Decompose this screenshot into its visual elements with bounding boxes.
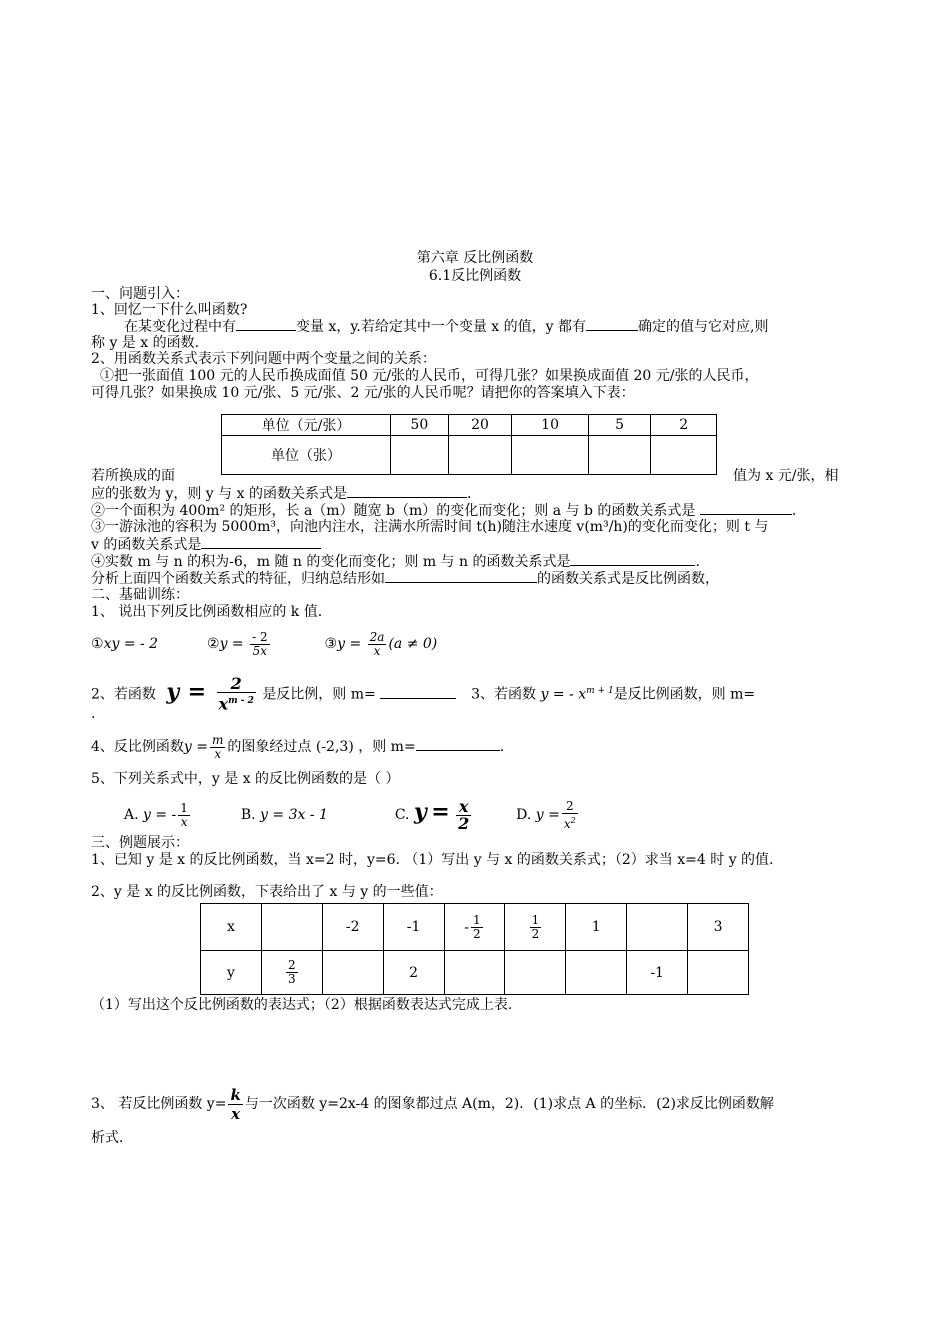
item3-cond: (a ≠ 0): [388, 636, 438, 652]
table2-x-label: x: [201, 904, 262, 951]
item1-marker: ①: [91, 636, 104, 652]
half-fraction: [530, 914, 542, 941]
option-d-fraction: [562, 800, 578, 831]
neg-half-fraction: [471, 914, 483, 941]
option-d-den: x: [563, 816, 571, 831]
q3-fraction: [228, 1086, 242, 1123]
q1-blank-2[interactable]: [586, 318, 638, 331]
table1-val-2: 2: [651, 415, 717, 436]
part2-heading: 二、基础训练：: [91, 587, 189, 603]
option-d-exp: 2: [570, 815, 576, 825]
q2-text-b: 是反比例，则 m=: [262, 686, 376, 703]
q3-exp: m + 1: [586, 686, 614, 696]
table2-x-cell: 1: [566, 904, 627, 951]
q2-exp: m - 2: [228, 696, 254, 707]
table2-x-neg-half: [444, 904, 505, 951]
q3-text-b: 是反比例函数，则 m=: [613, 686, 756, 703]
currency-table: [221, 414, 717, 475]
neg-half-num: 1: [473, 912, 481, 927]
item2-num: - 2: [252, 629, 268, 644]
q2-2-blank[interactable]: [700, 502, 792, 515]
y-two-thirds-fraction: [286, 959, 298, 986]
part1-summary-line: [91, 570, 719, 588]
part3-heading: 三、例题展示：: [91, 835, 189, 851]
q3-den: x: [231, 1104, 241, 1123]
q1-text-a: 在某变化过程中有: [124, 319, 236, 335]
half-num: 1: [531, 912, 540, 927]
y-frac-den: 3: [288, 972, 296, 986]
q2-blank[interactable]: [380, 686, 456, 699]
part1-q2-3a: ③一游泳池的容积为 5000m³，向池内注水，注满水所需时间 t(h)随注水速度 v(m³/h)的变化而变化；则 t 与: [91, 519, 769, 535]
table1-header-label: 单位（元/张）: [222, 415, 391, 436]
table2-x-cell[interactable]: [627, 904, 688, 951]
q3-num: k: [230, 1085, 241, 1104]
item2-fraction: [250, 631, 270, 658]
option-d-expr: y =: [535, 807, 560, 823]
y-frac-num: 2: [288, 958, 296, 972]
q2-num: 2: [217, 676, 256, 693]
table2-y-cell[interactable]: [688, 951, 749, 995]
part2-q1: 1、 说出下列反比例函数相应的 k 值.: [91, 604, 323, 620]
part3-q2-note: （1）写出这个反比例函数的表达式；（2）根据函数表达式完成上表.: [91, 997, 513, 1013]
q4-num: m: [212, 732, 224, 747]
item2-marker: ②: [207, 636, 220, 652]
summary-text-a: 分析上面四个函数关系式的特征，归纳总结形如: [91, 571, 385, 587]
section-title: 6.1反比例函数: [428, 268, 522, 284]
neg-sign: -: [464, 919, 470, 935]
table2-x-cell: -1: [383, 904, 444, 951]
part1-heading: 一、问题引入：: [91, 286, 189, 302]
table2-x-cell: 3: [688, 904, 749, 951]
item3-num: 2a: [369, 629, 385, 644]
half-den: 2: [531, 926, 540, 941]
item3-marker: ③: [324, 636, 338, 652]
table2-y-frac: [261, 951, 322, 995]
table2-y-label: y: [201, 951, 262, 995]
part1-q2-3b-line: [91, 536, 321, 554]
table2-x-cell[interactable]: [261, 904, 322, 951]
option-d-label: D.: [516, 807, 532, 823]
table1-val-20: 20: [448, 415, 512, 436]
part2-q1-items: [91, 626, 437, 662]
neg-half-den: 2: [473, 926, 481, 941]
q1-blank-1[interactable]: [236, 318, 296, 331]
option-c-den: 2: [458, 813, 470, 833]
q2-3b-text: v 的函数关系式是: [91, 537, 202, 553]
table1-val-50: 50: [390, 415, 448, 436]
table1-cell[interactable]: [651, 436, 717, 475]
table1-cell[interactable]: [448, 436, 512, 475]
part1-q2: 2、用函数关系式表示下列问题中两个变量之间的关系：: [91, 351, 436, 367]
part2-q5-options: [124, 792, 580, 832]
part3-q3-end: 析式．: [91, 1130, 133, 1146]
q2-4-blank[interactable]: [570, 553, 695, 566]
part1-q2-1d-line: 应的张数为 y，则 y 与 x 的函数关系式是 .: [91, 486, 472, 502]
q2-eq: =: [187, 678, 207, 705]
table1-row2-label: 单位（张）: [222, 436, 391, 475]
option-c-fraction: [456, 796, 471, 833]
table2-y-cell[interactable]: [566, 951, 627, 995]
part1-q2-1b: 可得几张？如果换成 10 元/张、5 元/张、2 元/张的人民币呢？请把你的答案填入下表：: [91, 385, 635, 401]
option-a-den: x: [180, 814, 188, 829]
part3-q2: 2、y 是 x 的反比例函数，下表给出了 x 与 y 的一些值：: [91, 884, 443, 900]
item1-expr: xy = - 2: [103, 636, 159, 652]
q3-trailing-dot: .: [91, 706, 96, 722]
option-c-label: C.: [394, 807, 410, 823]
part1-q2-1c-left: 若所换成的面: [91, 468, 175, 484]
item2-den: 5x: [252, 643, 268, 658]
q2-1d-text: 应的张数为 y，则 y 与 x 的函数关系式是: [91, 486, 347, 502]
q3-text-a: 3、 若反比例函数 y=: [91, 1096, 227, 1112]
summary-blank[interactable]: [385, 570, 537, 583]
q2-3-blank[interactable]: [201, 536, 321, 549]
q4-text-b: 的图象经过点 (-2,3) ，则 m=: [227, 739, 416, 755]
option-a-num: 1: [180, 800, 188, 815]
table1-val-10: 10: [512, 415, 589, 436]
table1-val-5: 5: [588, 415, 651, 436]
part2-q5: 5、下列关系式中，y 是 x 的反比例函数的是（ ）: [91, 771, 400, 787]
part2-q2-q3-line: [91, 674, 756, 714]
table2-y-cell: -1: [627, 951, 688, 995]
part1-q2-2-line: ②一个面积为 400m² 的矩形，长 a（m）随宽 b（m）的变化而变化；则 a 与 b 的函数关系式是 .: [91, 503, 797, 519]
q3-expr: y = - x: [540, 686, 587, 703]
q3-text-b: 与一次函数 y=2x-4 的图象都过点 A(m，2)．(1)求点 A 的坐标．(2)求反比例函数解: [244, 1096, 774, 1112]
item3-expr: y =: [337, 636, 362, 652]
table1-cell[interactable]: [588, 436, 651, 475]
option-a-fraction: [178, 802, 190, 829]
option-b-expr: y = 3x - 1: [260, 807, 328, 823]
summary-text-b: 的函数关系式是反比例函数，: [537, 571, 719, 587]
q4-blank[interactable]: [416, 738, 500, 751]
q2-1-blank[interactable]: [347, 485, 467, 498]
q2-text-a: 2、若函数: [91, 686, 156, 703]
part1-q2-1c-right: 值为 x 元/张，相: [733, 468, 839, 484]
q2-4-text: ④实数 m 与 n 的积为-6，m 随 n 的变化而变化；则 m 与 n 的函数关系式是: [91, 554, 571, 570]
table2-y-cell[interactable]: [444, 951, 505, 995]
option-c-num: x: [456, 799, 471, 816]
part1-q1: 1、回忆一下什么叫函数?: [91, 302, 248, 318]
q2-2-text: ②一个面积为 400m² 的矩形，长 a（m）随宽 b（m）的变化而变化；则 a 与 b 的函数关系式是: [91, 503, 696, 519]
q1-text-b: 变量 x，y.若给定其中一个变量 x 的值，y 都有: [296, 319, 586, 335]
q1-text-c: 确定的值与它对应,则: [638, 319, 769, 335]
part2-q4-line: 4、反比例函数y = $\frac{m}{x}$ 的图象经过点 (-2,3) ，则 m= .: [91, 732, 505, 761]
part3-q3-line: [91, 1082, 774, 1126]
table1-cell[interactable]: [390, 436, 448, 475]
xy-values-table: [200, 903, 749, 995]
part1-q1-line: [124, 318, 768, 336]
table1-cell[interactable]: [512, 436, 589, 475]
q2-y: y: [166, 678, 180, 705]
table2-x-half: [505, 904, 566, 951]
item2-expr: y =: [219, 636, 244, 652]
q3-text-a: 3、若函数: [471, 686, 537, 703]
option-a-expr: y = -: [143, 807, 177, 823]
part1-q2-1a: ①把一张面值 100 元的人民币换成面值 50 元/张的人民币，可得几张？如果换成面值 20 元/张的人民币，: [100, 368, 759, 384]
part1-q1-end: 称 y 是 x 的函数.: [91, 335, 200, 351]
q2-fraction: [217, 676, 256, 712]
item3-fraction: [368, 631, 387, 658]
option-c-eq: =: [431, 799, 450, 825]
table2-y-cell: 2: [383, 951, 444, 995]
option-d-num: 2: [562, 800, 578, 814]
part1-q2-4-line: ④实数 m 与 n 的积为-6，m 随 n 的变化而变化；则 m 与 n 的函数关系式是 .: [91, 554, 700, 570]
part3-q1: 1、已知 y 是 x 的反比例函数，当 x=2 时，y=6. （1）写出 y 与 x 的函数关系式；（2）求当 x=4 时 y 的值.: [91, 852, 774, 868]
q4-y: y =: [183, 739, 209, 755]
option-c-y: y: [413, 799, 427, 825]
q4-fraction: [210, 734, 225, 761]
table2-y-cell[interactable]: [505, 951, 566, 995]
q4-den: x: [214, 746, 222, 761]
q4-text-a: 4、反比例函数: [91, 739, 184, 755]
item3-den: x: [373, 643, 381, 658]
option-b-label: B.: [240, 807, 256, 823]
table2-y-cell[interactable]: [322, 951, 383, 995]
option-a-label: A.: [124, 807, 139, 823]
table2-x-cell: -2: [322, 904, 383, 951]
chapter-title: 第六章 反比例函数: [416, 250, 534, 266]
q2-den: x: [218, 694, 229, 714]
